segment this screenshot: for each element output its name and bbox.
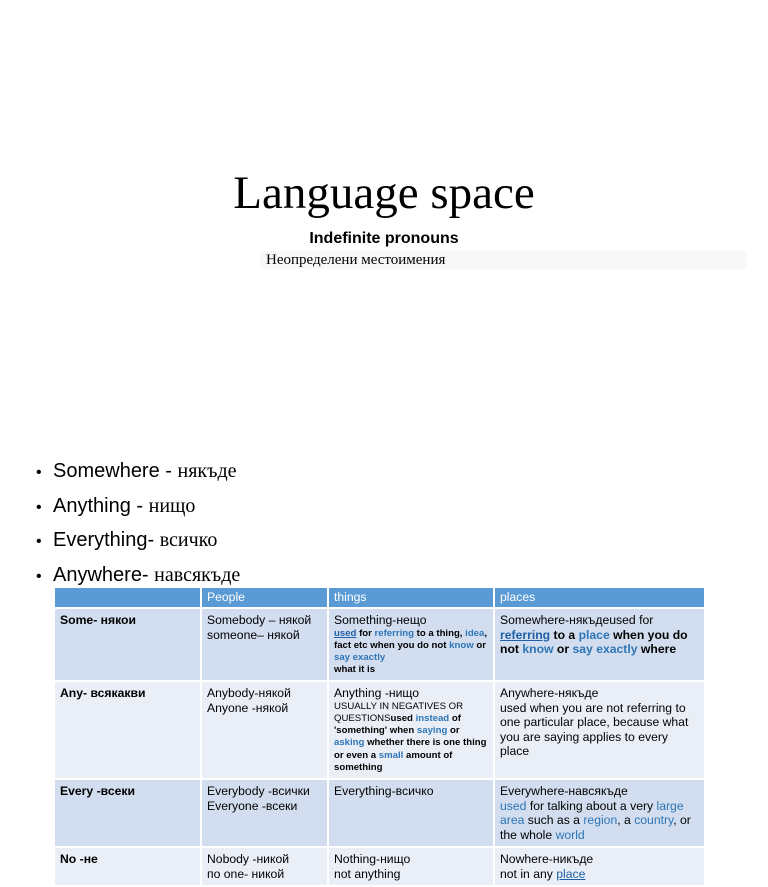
people-cell xyxy=(201,779,328,847)
places-word: Everywhere-навсякъде xyxy=(500,784,628,799)
definition-keyword: referring xyxy=(374,627,414,639)
row-label: Any- всякакви xyxy=(55,681,201,779)
definition-keyword: asking xyxy=(334,737,365,749)
places-definition xyxy=(500,799,699,843)
definition-keyword: region xyxy=(583,813,618,828)
definition-link-place[interactable]: place xyxy=(556,866,586,881)
slide-title: Language space xyxy=(233,167,535,219)
places-definition xyxy=(500,867,699,882)
header-cell-places: places xyxy=(494,588,705,608)
bullet-bulgarian: нищо xyxy=(148,494,196,517)
bullet-icon: • xyxy=(36,567,42,585)
places-definition xyxy=(500,613,699,657)
things-definition xyxy=(334,628,488,677)
bullet-bulgarian: навсякъде xyxy=(154,563,241,586)
definition-link-referring[interactable]: referring xyxy=(500,627,551,642)
definition-text: not in any xyxy=(500,866,557,881)
places-word: Somewhere-някъдеused for xyxy=(500,613,654,627)
bullet-english: Everything- xyxy=(53,529,160,551)
header-cell-people: People xyxy=(201,588,328,608)
definition-text: used xyxy=(390,713,416,725)
bullet-icon: • xyxy=(36,498,42,516)
people-line: Nobody -никой xyxy=(207,852,290,867)
definition-text: or xyxy=(553,642,573,656)
things-cell xyxy=(328,681,494,779)
things-cell xyxy=(328,608,494,681)
table-header-row xyxy=(55,588,705,608)
bullet-item xyxy=(36,524,240,559)
things-definition xyxy=(334,701,488,774)
definition-keyword: say exactly xyxy=(334,651,386,663)
table-row-some xyxy=(55,608,705,681)
pronoun-table xyxy=(55,588,706,887)
definition-text: or xyxy=(447,725,460,737)
places-cell xyxy=(494,608,705,681)
people-line: по one- никой xyxy=(207,866,285,881)
definition-keyword: world xyxy=(555,827,585,842)
definition-keyword: idea xyxy=(465,627,485,639)
definition-text: where xyxy=(637,642,677,656)
people-line: Somebody – някой xyxy=(207,613,312,627)
bullet-icon: • xyxy=(36,533,42,550)
people-cell xyxy=(201,847,328,886)
row-label: No -не xyxy=(55,847,201,886)
things-word: Something-нещо xyxy=(334,613,427,627)
definition-keyword: say exactly xyxy=(572,642,638,656)
things-word: Anything -нищо xyxy=(334,686,420,701)
bullet-item xyxy=(36,490,240,525)
things-cell xyxy=(328,779,494,847)
definition-text: for xyxy=(356,627,375,639)
people-line: Everybody -всички xyxy=(207,784,310,799)
definition-link-used[interactable]: used xyxy=(334,627,357,639)
definition-text: when you do not xyxy=(500,627,688,656)
definition-keyword: know xyxy=(449,639,474,651)
bullet-english: Anything - xyxy=(53,494,149,517)
people-line: someone– някой xyxy=(207,627,300,642)
definition-text: to a thing, xyxy=(413,627,466,639)
bullet-english: Anywhere- xyxy=(53,563,155,586)
row-label: Some- някои xyxy=(55,608,201,681)
places-word: Nowhere-никъде xyxy=(500,852,594,867)
definition-text: USUALLY IN NEGATIVES OR QUESTIONS xyxy=(334,700,464,725)
definition-text: , fact etc when you do not xyxy=(334,627,488,651)
people-line: Anybody-някой xyxy=(207,686,291,701)
definition-text: of 'something' when xyxy=(334,713,461,737)
definition-text: whether there is one thing or even a xyxy=(334,737,487,761)
things-word: Everything-всичко xyxy=(334,784,434,799)
places-cell xyxy=(494,847,705,886)
definition-text: to a xyxy=(550,627,579,642)
definition-text: , a xyxy=(617,813,635,828)
header-cell-things: things xyxy=(328,588,494,608)
places-definition: used when you are not referring to one particular place, because what you are saying applies to every place xyxy=(500,700,689,759)
definition-text: what it is xyxy=(334,664,376,676)
people-line: Anyone -някой xyxy=(207,700,289,715)
definition-text: for talking about a very xyxy=(526,798,657,813)
people-cell xyxy=(201,608,328,681)
definition-keyword: place xyxy=(578,627,610,642)
things-cell xyxy=(328,847,494,886)
definition-text: , or the whole xyxy=(500,813,691,842)
places-word: Anywhere-някъде xyxy=(500,686,599,701)
bullet-english: Somewhere - xyxy=(53,460,178,482)
table-row-every xyxy=(55,779,705,847)
definition-text: or xyxy=(473,639,486,651)
definition-keyword: used xyxy=(500,798,527,813)
bullet-bulgarian: всичко xyxy=(159,529,218,551)
places-cell xyxy=(494,779,705,847)
bullet-item xyxy=(36,455,240,490)
table-row-no xyxy=(55,847,705,886)
people-cell xyxy=(201,681,328,779)
things-word: Nothing-нищо xyxy=(334,852,411,867)
definition-keyword: country xyxy=(634,813,674,828)
places-cell xyxy=(494,681,705,779)
definition-keyword: small xyxy=(378,749,404,761)
definition-keyword: saying xyxy=(416,725,448,737)
things-definition: not anything xyxy=(334,866,401,881)
bullet-icon: • xyxy=(36,464,42,481)
slide-subtitle: Indefinite pronouns xyxy=(309,230,459,247)
definition-keyword: instead xyxy=(415,713,450,725)
bullet-bulgarian: някъде xyxy=(177,460,237,482)
definition-keyword: large area xyxy=(500,798,684,828)
row-label: Every -всеки xyxy=(55,779,201,847)
table-row-any xyxy=(55,681,705,779)
subtitle-translation: Неопределени местоимения xyxy=(260,251,746,269)
definition-keyword: know xyxy=(522,642,554,656)
definition-text: amount of something xyxy=(334,749,453,773)
people-line: Everyone -всеки xyxy=(207,798,298,813)
bullet-list xyxy=(36,455,240,593)
definition-text: such as a xyxy=(524,813,584,828)
header-cell-blank xyxy=(55,588,201,608)
